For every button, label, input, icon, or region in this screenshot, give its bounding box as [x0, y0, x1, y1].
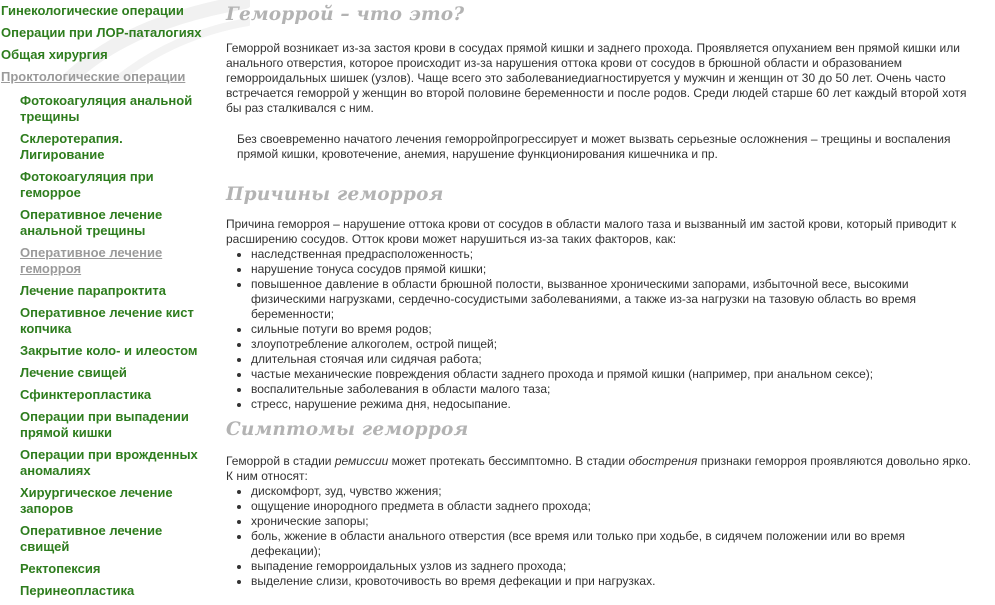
text-run: Геморрой в стадии: [226, 454, 335, 468]
sidebar-item-gynecology[interactable]: Гинекологические операции: [1, 3, 184, 18]
sidebar-item-ent[interactable]: Операции при ЛОР-паталогиях: [1, 25, 202, 40]
list-item: • наследственная предрасположенность;: [251, 247, 978, 262]
sidebar-subitem[interactable]: Ректопексия: [20, 561, 101, 576]
list-item: • выпадение геморроидальных узлов из заднего прохода;: [251, 559, 978, 574]
section-title-symptoms: Симптомы геморроя: [226, 419, 469, 440]
paragraph-causes-intro: Причина геморроя – нарушение оттока крови от сосудов в области малого таза и вызванный им застой крови, который приводит к расширению сосудов. Отток крови может нарушиться из-за таких факторов, как:: [226, 217, 957, 246]
sidebar-subitem[interactable]: Оперативное лечение свищей: [20, 523, 163, 554]
list-item: • боль, жжение в области анального отверстия (все время или только при ходьбе, в сидячем положении или во время дефекации);: [251, 529, 978, 559]
list-item: • воспалительные заболевания в области малого таза;: [251, 382, 978, 397]
causes-list: [226, 247, 978, 412]
sidebar-subitem[interactable]: Фотокоагуляция анальной трещины: [20, 93, 193, 124]
sidebar-subitem[interactable]: Оперативное лечение анальной трещины: [20, 207, 163, 238]
sidebar-subitem[interactable]: Перинеопластика: [20, 583, 135, 598]
section-title-what-is: Геморрой – что это?: [226, 4, 465, 25]
sidebar-subitem[interactable]: Сфинктеропластика: [20, 387, 152, 402]
section-title-causes: Причины геморроя: [226, 184, 444, 205]
sidebar-item-general-surgery[interactable]: Общая хирургия: [1, 47, 108, 62]
sidebar-subitem[interactable]: Операции при врожденных аномалиях: [20, 447, 198, 478]
sidebar-subitem-active[interactable]: Оперативное лечение геморроя: [20, 245, 163, 276]
list-item: • злоупотребление алкоголем, острой пищей;: [251, 337, 978, 352]
sidebar-top-menu: [0, 0, 220, 88]
list-item: • ощущение инородного предмета в области заднего прохода;: [251, 499, 978, 514]
sidebar-subitem[interactable]: Лечение парапроктита: [20, 283, 166, 298]
list-item: • частые механические повреждения области заднего прохода и прямой кишки (например, при анальном сексе);: [251, 367, 978, 382]
sidebar-item-proctology[interactable]: Проктологические операции: [1, 69, 186, 84]
list-item: • сильные потуги во время родов;: [251, 322, 978, 337]
sidebar-nav: [0, 0, 220, 605]
list-item: • длительная стоячая или сидячая работа;: [251, 352, 978, 367]
list-item: • нарушение тонуса сосудов прямой кишки;: [251, 262, 978, 277]
sidebar-subitem[interactable]: Лечение свищей: [20, 365, 127, 380]
sidebar-subitem[interactable]: Оперативное лечение кист копчика: [20, 305, 194, 336]
sidebar-subitem[interactable]: Операции при выпадении прямой кишки: [20, 409, 189, 440]
sidebar-submenu: [20, 93, 220, 599]
list-item: • стресс, нарушение режима дня, недосыпание.: [251, 397, 978, 412]
text-emphasis: обострения: [628, 454, 698, 468]
list-item: • выделение слизи, кровоточивость во время дефекации и при нагрузках.: [251, 574, 978, 589]
paragraph-symptoms-intro: [226, 454, 978, 484]
article-content: [226, 0, 978, 589]
paragraph-intro: Геморрой возникает из-за застоя крови в сосудах прямой кишки и заднего прохода. Проявляется опуханием вен прямой кишки или анального отверстия, которое происходит из-за нарушения оттока крови от сосудов в брюшной области и образованием геморроидальных шишек (узлов). Чаще всего это заболеваниедиагностируется у мужчин и женщин от 30 до 50 лет. Очень часто встречается геморрой у женщин во второй половине беременности и после родов. Среди людей старше 60 лет каждый второй хотя бы раз сталкивался с ним.: [226, 41, 967, 115]
sidebar-subitem[interactable]: Фотокоагуляция при геморрое: [20, 169, 154, 200]
list-item: • хронические запоры;: [251, 514, 978, 529]
text-emphasis: ремиссии: [334, 454, 389, 468]
text-run: может протекать бессимптомно. В стадии: [388, 454, 629, 468]
list-item: • повышенное давление в области брюшной полости, вызванное хроническими запорами, избыточной весе, высокими физическими нагрузками, сердечно-сосудистыми заболеваниями, а также из-за нагрузки на тазовую область во время беременности;: [251, 277, 978, 322]
sidebar-subitem[interactable]: Хирургическое лечение запоров: [20, 485, 173, 516]
symptoms-list: [226, 484, 978, 589]
sidebar-subitem[interactable]: Закрытие коло- и илеостом: [20, 343, 198, 358]
sidebar-subitem[interactable]: Склеротерапия. Лигирование: [20, 131, 123, 162]
paragraph-warning: Без своевременно начатого лечения геморройпрогрессирует и может вызвать серьезные осложнения – трещины и воспаления прямой кишки, кровотечение, анемия, нарушение функционирования кишечника и пр.: [237, 132, 951, 161]
text-run: признаки геморроя проявляются довольно ярко. К ним относят:: [226, 454, 971, 483]
list-item: • дискомфорт, зуд, чувство жжения;: [251, 484, 978, 499]
